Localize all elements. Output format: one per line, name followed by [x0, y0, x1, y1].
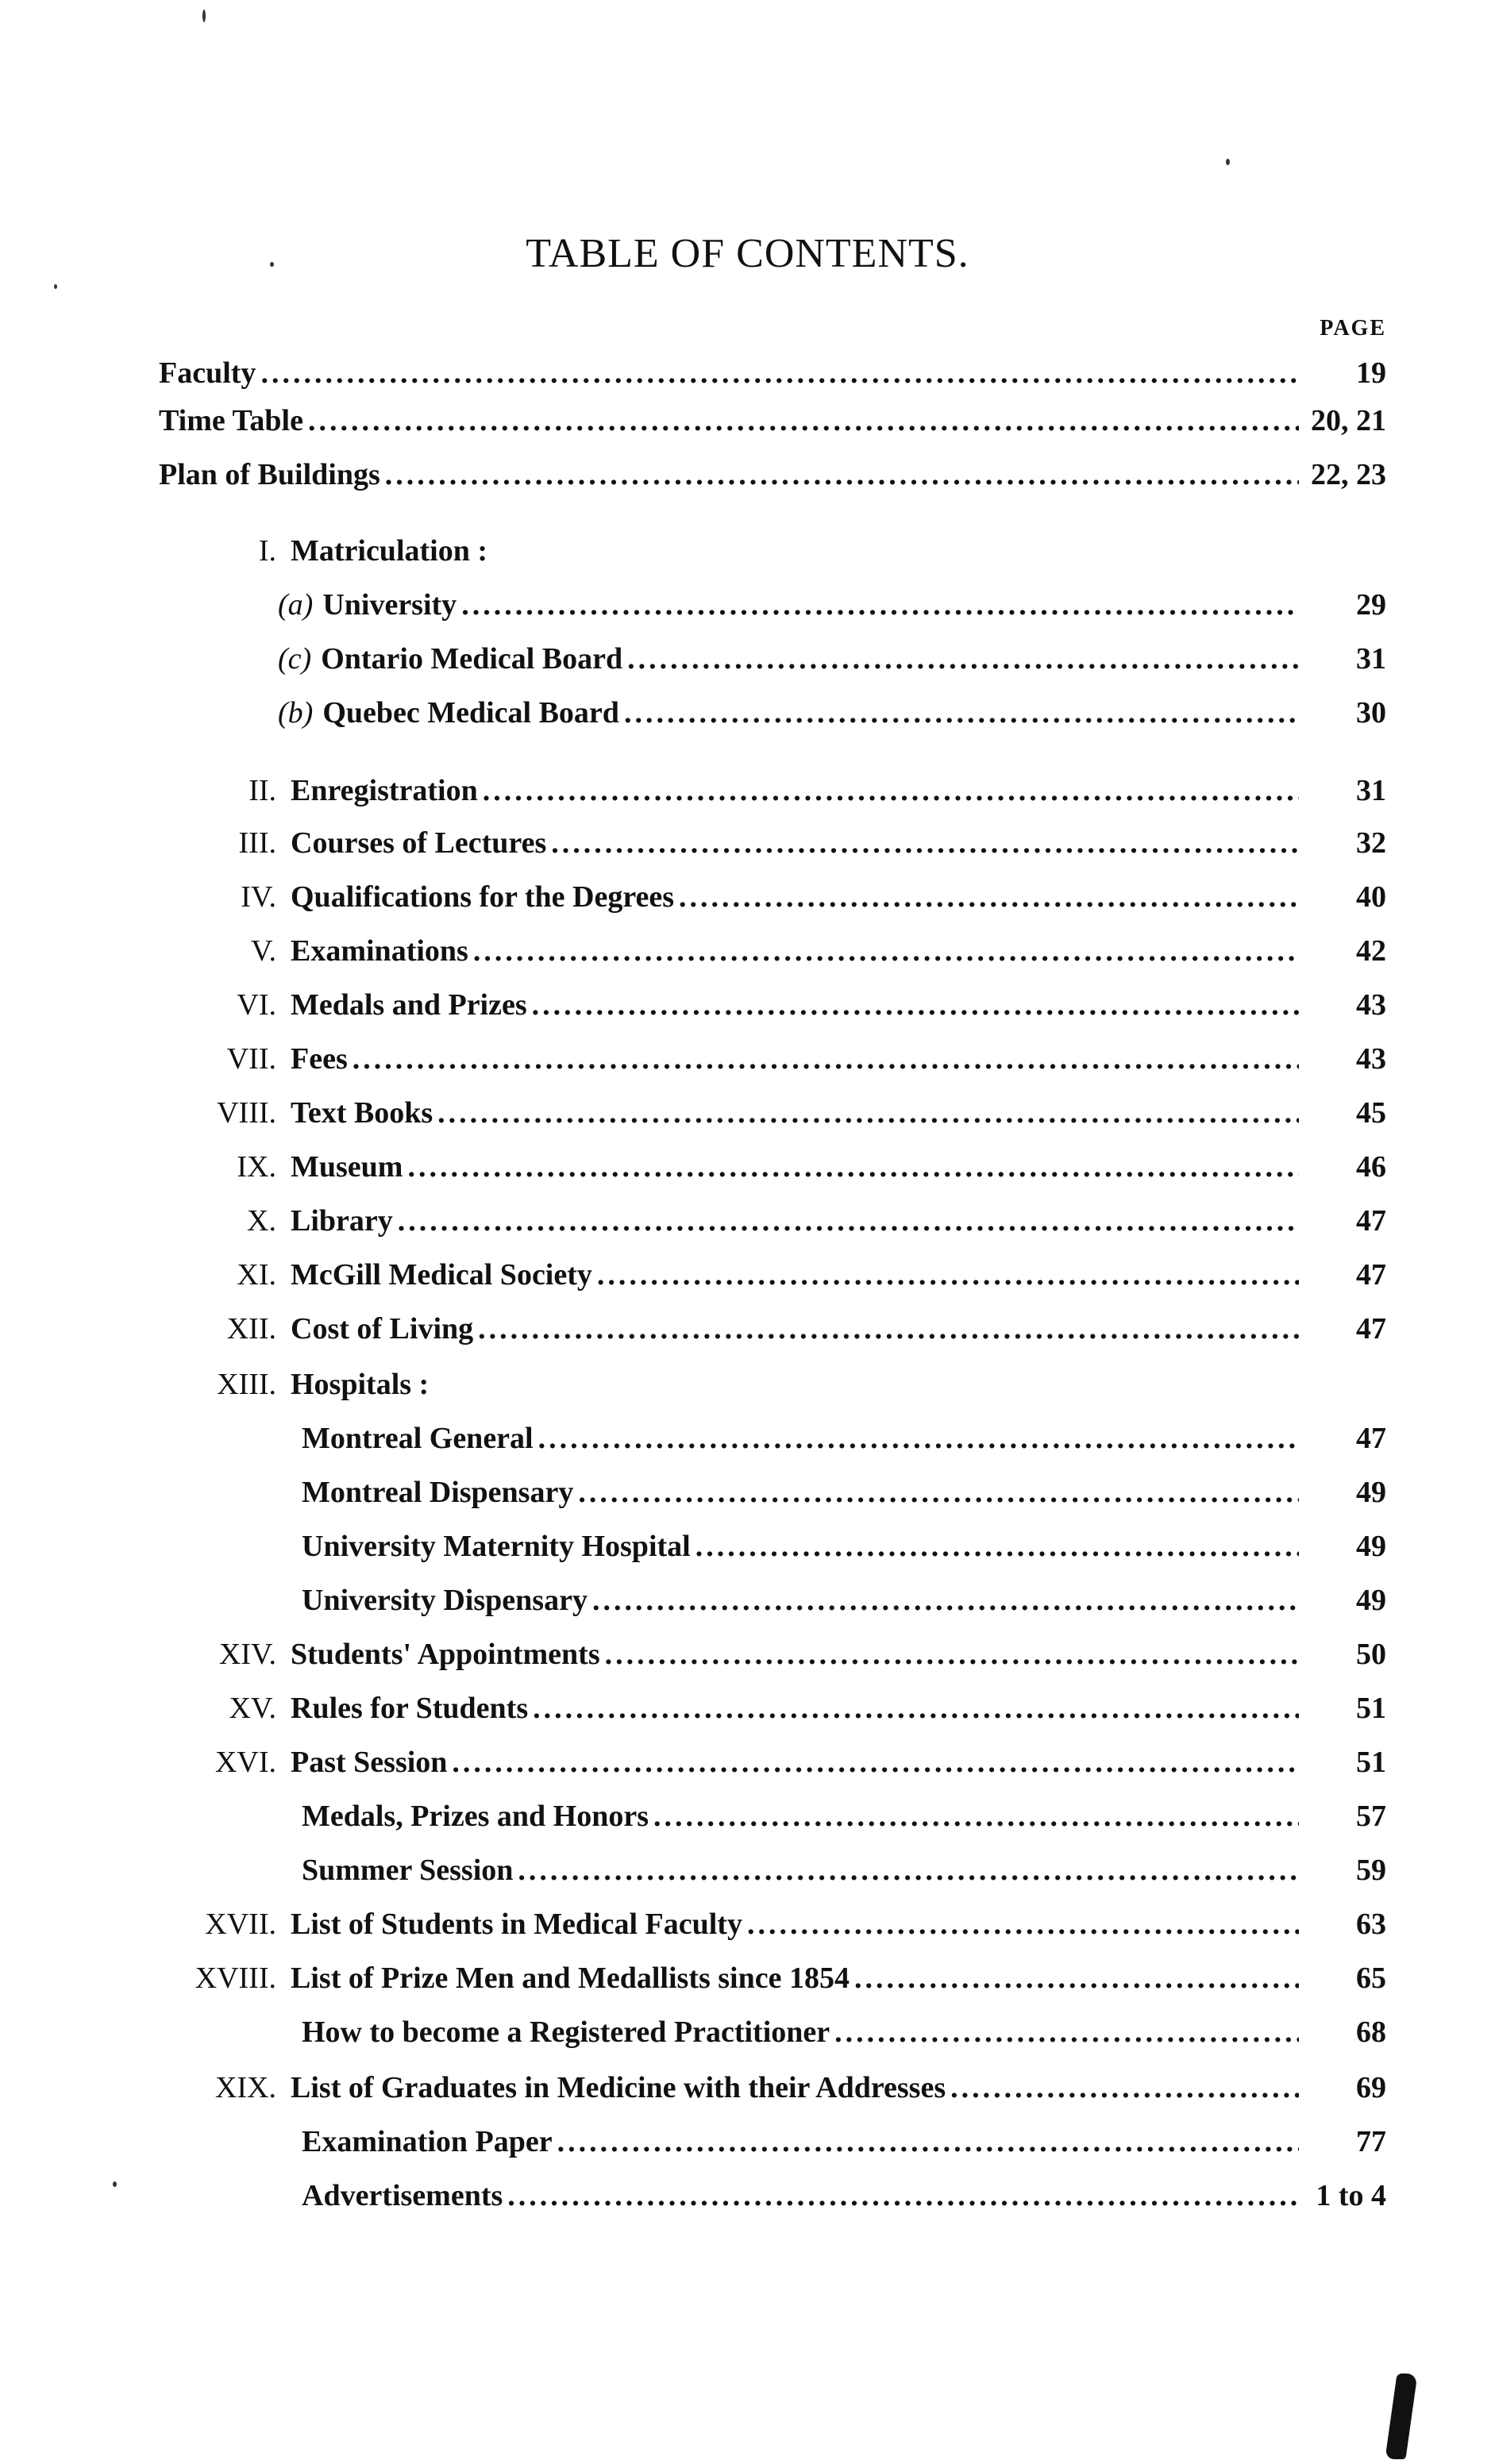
- leader-dots: [834, 2015, 1299, 2050]
- leader-dots: [854, 1961, 1299, 1996]
- toc-entry-number: VII.: [226, 1042, 276, 1076]
- toc-entry: [0, 873, 1495, 921]
- toc-entry-page: 57: [1356, 1800, 1386, 1833]
- toc-entry-line: [159, 457, 1386, 492]
- leader-dots: [473, 934, 1299, 968]
- toc-entry-number: XV.: [229, 1692, 276, 1725]
- toc-entry-page: 49: [1356, 1584, 1386, 1617]
- toc-entry-label: Plan of Buildings: [159, 458, 380, 491]
- toc-entry-label: Qualifications for the Degrees: [291, 880, 675, 914]
- leader-dots: [532, 988, 1299, 1022]
- toc-entry: [0, 2118, 1495, 2166]
- toc-entry: [0, 1954, 1495, 2002]
- toc-entry-label: List of Students in Medical Faculty: [291, 1908, 742, 1941]
- toc-entry-page: 20, 21: [1311, 404, 1386, 437]
- toc-entry-page: 68: [1356, 2015, 1386, 2049]
- toc-entry: [0, 451, 1495, 499]
- toc-entry-line: [291, 1961, 1386, 1996]
- toc-entry: [0, 349, 1495, 397]
- toc-entry: [0, 1846, 1495, 1894]
- toc-entry-number: III.: [238, 826, 276, 860]
- leader-dots: [538, 1421, 1299, 1456]
- toc-entry-line: [302, 1799, 1386, 1834]
- ink-speck: [202, 10, 206, 22]
- toc-entry-page: 51: [1356, 1692, 1386, 1725]
- toc-entry-label: Library: [291, 1204, 393, 1238]
- toc-entry-label: Courses of Lectures: [291, 826, 547, 860]
- toc-entry-line: [302, 2015, 1386, 2050]
- toc-entry-label: Text Books: [291, 1096, 433, 1130]
- toc-entry-line: [291, 1041, 1386, 1076]
- toc-entry-number: XIV.: [218, 1638, 276, 1671]
- toc-entry-label: Examination Paper: [302, 2125, 553, 2158]
- toc-entry-line: [278, 695, 1386, 730]
- toc-entry-page: 22, 23: [1311, 458, 1386, 491]
- toc-entry-page: 1 to 4: [1316, 2179, 1386, 2212]
- toc-entry-number: XVIII.: [195, 1962, 276, 1995]
- leader-dots: [385, 457, 1299, 492]
- toc-entry: [0, 1469, 1495, 1516]
- toc-entry-page: 29: [1356, 588, 1386, 622]
- ink-speck: [113, 2181, 117, 2187]
- leader-dots: [950, 2070, 1299, 2105]
- toc-entry-number: XII.: [226, 1312, 276, 1346]
- toc-entry: [0, 767, 1495, 814]
- toc-entry: [0, 1415, 1495, 1462]
- toc-entry-line: [291, 773, 1386, 808]
- toc-entry: [0, 1900, 1495, 1948]
- ink-speck: [1226, 159, 1230, 165]
- toc-entry-line: [291, 1095, 1386, 1130]
- toc-entry-line: [291, 1745, 1386, 1780]
- toc-entry-page: 63: [1356, 1908, 1386, 1941]
- toc-entry-line: [302, 1475, 1386, 1510]
- toc-entry-line: [159, 356, 1386, 391]
- toc-entry-label: Matriculation :: [291, 534, 488, 568]
- toc-entry: [0, 819, 1495, 867]
- toc-entry: [0, 1197, 1495, 1245]
- leader-dots: [557, 2124, 1299, 2159]
- toc-entry-label: Cost of Living: [291, 1312, 474, 1346]
- toc-entry-line: [291, 826, 1386, 860]
- toc-entry-label: McGill Medical Society: [291, 1258, 592, 1292]
- leader-dots: [695, 1529, 1299, 1564]
- toc-entry-page: 65: [1356, 1962, 1386, 1995]
- toc-entry-number: IV.: [241, 880, 276, 914]
- toc-entry-label: Past Session: [291, 1746, 448, 1779]
- toc-entry: [0, 1143, 1495, 1191]
- toc-entry-number: IX.: [237, 1150, 276, 1184]
- toc-entry-line: [278, 641, 1386, 676]
- leader-dots: [452, 1745, 1299, 1780]
- toc-entry-letter: (c): [278, 642, 312, 676]
- toc-entry: [0, 1630, 1495, 1678]
- leader-dots: [461, 587, 1299, 622]
- toc-entry: [0, 1684, 1495, 1732]
- page-column-label: PAGE: [1320, 316, 1386, 341]
- toc-entry-page: 43: [1356, 988, 1386, 1022]
- leader-dots: [592, 1583, 1299, 1618]
- ink-mark: [1385, 2374, 1417, 2459]
- leader-dots: [597, 1257, 1299, 1292]
- toc-entry-number: VI.: [237, 988, 276, 1022]
- toc-entry-label: University Maternity Hospital: [302, 1530, 691, 1563]
- toc-entry-label: Museum: [291, 1150, 403, 1184]
- toc-entry: [0, 981, 1495, 1029]
- toc-entry-label: Medals and Prizes: [291, 988, 527, 1022]
- leader-dots: [518, 1853, 1299, 1888]
- toc-entry-line: [291, 880, 1386, 914]
- leader-dots: [308, 403, 1299, 438]
- toc-entry-label: Students' Appointments: [291, 1638, 600, 1671]
- toc-entry-letter: (a): [278, 588, 314, 622]
- toc-entry-line: [291, 934, 1386, 968]
- toc-entry: [0, 2172, 1495, 2220]
- toc-entry-page: 40: [1356, 880, 1386, 914]
- toc-entry-label: Examinations: [291, 934, 468, 968]
- toc-entry-number: XIX.: [214, 2071, 276, 2104]
- toc-entry: [0, 581, 1495, 629]
- toc-entry-label: Time Table: [159, 404, 303, 437]
- toc-entry-line: [302, 1421, 1386, 1456]
- page-title: TABLE OF CONTENTS.: [526, 231, 969, 276]
- toc-entry-page: 47: [1356, 1204, 1386, 1238]
- toc-entry-line: [291, 533, 1386, 568]
- toc-entry-page: 45: [1356, 1096, 1386, 1130]
- leader-dots: [407, 1149, 1299, 1184]
- toc-entry-page: 77: [1356, 2125, 1386, 2158]
- toc-entry-number: XVI.: [214, 1746, 276, 1779]
- toc-entry-label: Medals, Prizes and Honors: [302, 1800, 649, 1833]
- leader-dots: [551, 826, 1299, 860]
- leader-dots: [679, 880, 1299, 914]
- toc-entry-label: Hospitals :: [291, 1368, 430, 1401]
- toc-entry-page: 47: [1356, 1422, 1386, 1455]
- toc-entry-line: [291, 1203, 1386, 1238]
- toc-entry-number: XIII.: [217, 1368, 276, 1401]
- ink-speck: [270, 262, 274, 267]
- toc-entry-line: [291, 1691, 1386, 1726]
- leader-dots: [624, 695, 1299, 730]
- toc-entry-page: 49: [1356, 1530, 1386, 1563]
- toc-entry-number: V.: [250, 934, 276, 968]
- toc-entry: [0, 1089, 1495, 1137]
- toc-entry-page: 47: [1356, 1258, 1386, 1292]
- leader-dots: [478, 1311, 1299, 1346]
- toc-entry-line: [291, 2070, 1386, 2105]
- toc-entry-page: 69: [1356, 2071, 1386, 2104]
- toc-entry-line: [291, 1257, 1386, 1292]
- toc-entry-letter: (b): [278, 696, 314, 730]
- toc-entry: [0, 397, 1495, 445]
- toc-entry-line: [291, 1907, 1386, 1942]
- toc-entry-label: Quebec Medical Board: [322, 696, 619, 730]
- toc-entry-line: [291, 1149, 1386, 1184]
- toc-entry-label: Enregistration: [291, 774, 478, 807]
- toc-entry-label: Rules for Students: [291, 1692, 529, 1725]
- leader-dots: [437, 1095, 1299, 1130]
- toc-entry-label: Montreal General: [302, 1422, 534, 1455]
- leader-dots: [398, 1203, 1299, 1238]
- toc-entry-number: X.: [247, 1204, 276, 1238]
- toc-entry-line: [302, 2178, 1386, 2213]
- leader-dots: [507, 2178, 1299, 2213]
- toc-entry-line: [302, 2124, 1386, 2159]
- leader-dots: [353, 1041, 1299, 1076]
- toc-entry-number: I.: [258, 534, 276, 568]
- toc-entry: [0, 2064, 1495, 2112]
- toc-entry-line: [291, 1367, 1386, 1402]
- toc-entry-line: [302, 1853, 1386, 1888]
- toc-entry-page: 32: [1356, 826, 1386, 860]
- toc-entry-label: Ontario Medical Board: [321, 642, 623, 676]
- toc-entry: [0, 1792, 1495, 1840]
- toc-entry: [0, 635, 1495, 683]
- toc-entry-page: 50: [1356, 1638, 1386, 1671]
- toc-entry: [0, 1035, 1495, 1083]
- leader-dots: [627, 641, 1299, 676]
- toc-entry-label: Faculty: [159, 356, 256, 390]
- toc-entry: [0, 2008, 1495, 2056]
- toc-entry-label: University: [322, 588, 457, 622]
- toc-entry-page: 59: [1356, 1854, 1386, 1887]
- toc-entry-page: 49: [1356, 1476, 1386, 1509]
- toc-entry: [0, 527, 1495, 575]
- toc-entry-page: 19: [1356, 356, 1386, 390]
- toc-entry-line: [278, 587, 1386, 622]
- toc-entry-page: 47: [1356, 1312, 1386, 1346]
- toc-entry: [0, 1361, 1495, 1408]
- toc-entry-page: 31: [1356, 642, 1386, 676]
- toc-entry: [0, 1523, 1495, 1570]
- toc-entry-page: 31: [1356, 774, 1386, 807]
- leader-dots: [747, 1907, 1299, 1942]
- toc-entry-label: List of Graduates in Medicine with their Addresses: [291, 2071, 946, 2104]
- toc-entry-label: University Dispensary: [302, 1584, 588, 1617]
- leader-dots: [260, 356, 1299, 391]
- toc-entry-number: II.: [249, 774, 276, 807]
- leader-dots: [578, 1475, 1299, 1510]
- toc-entry-page: 51: [1356, 1746, 1386, 1779]
- leader-dots: [533, 1691, 1299, 1726]
- toc-entry-number: XI.: [237, 1258, 276, 1292]
- toc-entry: [0, 1738, 1495, 1786]
- toc-entry-line: [291, 1637, 1386, 1672]
- toc-entry-page: 30: [1356, 696, 1386, 730]
- toc-entry-number: VIII.: [217, 1096, 276, 1130]
- toc-entry-label: Montreal Dispensary: [302, 1476, 574, 1509]
- toc-entry: [0, 927, 1495, 975]
- toc-entry-line: [291, 1311, 1386, 1346]
- ink-speck: [54, 284, 57, 289]
- toc-entry-line: [291, 988, 1386, 1022]
- toc-entry-page: 42: [1356, 934, 1386, 968]
- toc-entry-page: 43: [1356, 1042, 1386, 1076]
- toc-entry-line: [159, 403, 1386, 438]
- toc-entry: [0, 1577, 1495, 1624]
- toc-entry-label: Fees: [291, 1042, 348, 1076]
- toc-entry: [0, 1251, 1495, 1299]
- toc-entry-label: How to become a Registered Practitioner: [302, 2015, 830, 2049]
- toc-entry: [0, 689, 1495, 737]
- toc-entry-line: [302, 1529, 1386, 1564]
- toc-entry-number: XVII.: [205, 1908, 276, 1941]
- leader-dots: [653, 1799, 1299, 1834]
- leader-dots: [483, 773, 1299, 808]
- toc-entry-label: List of Prize Men and Medallists since 1854: [291, 1962, 850, 1995]
- toc-entry: [0, 1305, 1495, 1353]
- toc-entry-label: Summer Session: [302, 1854, 514, 1887]
- toc-entry-label: Advertisements: [302, 2179, 503, 2212]
- toc-entry-page: 46: [1356, 1150, 1386, 1184]
- leader-dots: [605, 1637, 1299, 1672]
- toc-entry-line: [302, 1583, 1386, 1618]
